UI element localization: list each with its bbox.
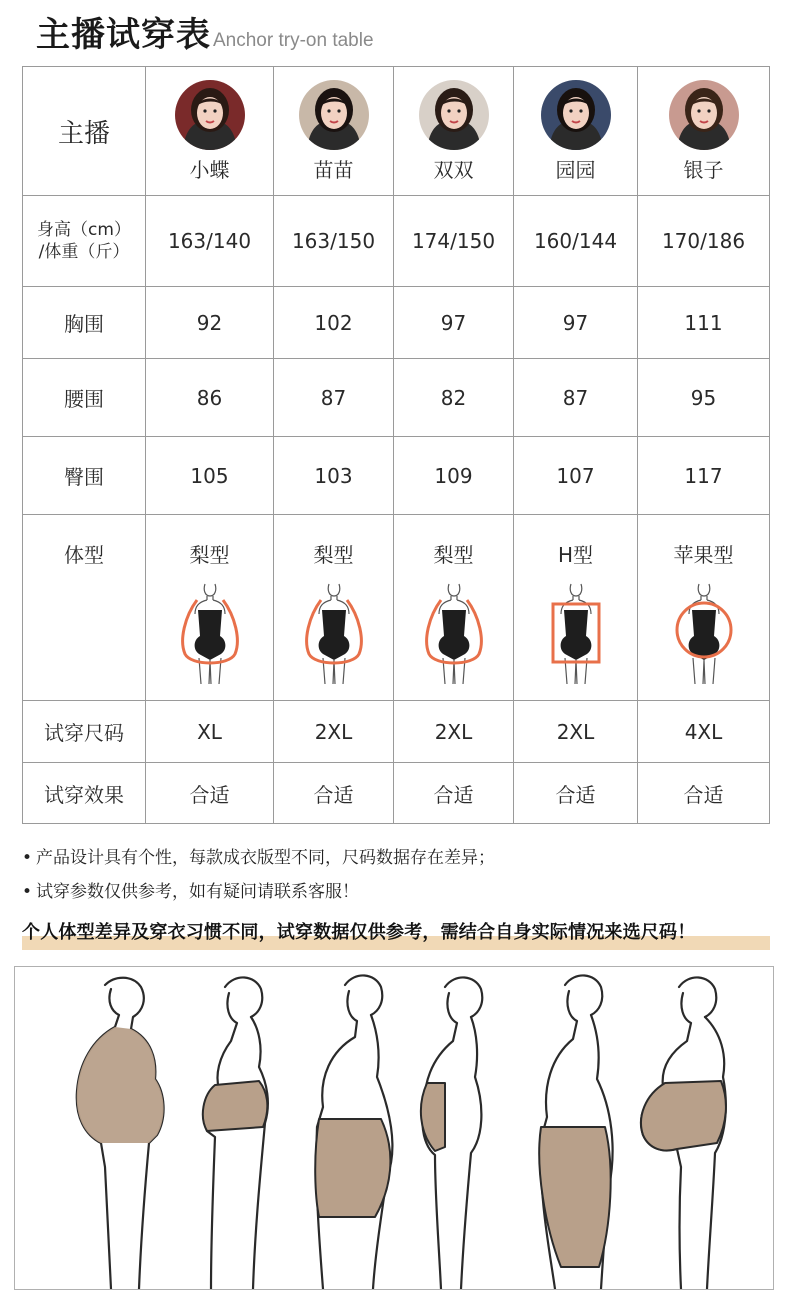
note-item	[22, 875, 495, 909]
hips-value: 103	[274, 437, 394, 515]
bust-value: 92	[146, 287, 274, 359]
bust-value: 97	[394, 287, 514, 359]
hips-value: 107	[514, 437, 638, 515]
avatar	[299, 80, 369, 150]
notes	[22, 841, 495, 909]
row-label-height: 身高（cm）	[37, 220, 131, 240]
body-shape-figure	[394, 580, 513, 695]
size-value: 4XL	[638, 701, 770, 763]
page-title: 主播试穿表	[36, 15, 211, 55]
body-shape-figure	[638, 580, 769, 695]
waist-value: 86	[146, 359, 274, 437]
avatar	[175, 80, 245, 150]
anchor-cell	[638, 67, 770, 196]
fit-value: 合适	[638, 763, 770, 824]
bust-value: 102	[274, 287, 394, 359]
silhouette-lower-belly	[204, 977, 268, 1289]
body-type-label: 梨型	[313, 543, 354, 567]
height-weight-value: 170/186	[638, 196, 770, 287]
size-row	[23, 701, 770, 763]
hips-value: 117	[638, 437, 770, 515]
row-label-size: 试穿尺码	[23, 701, 146, 763]
fit-value: 合适	[514, 763, 638, 824]
size-value: 2XL	[394, 701, 514, 763]
waist-value: 95	[638, 359, 770, 437]
anchor-name: 苗苗	[313, 157, 354, 182]
silhouettes-svg	[15, 967, 773, 1289]
anchor-cell	[514, 67, 638, 196]
anchor-cell	[274, 67, 394, 196]
row-label-weight: /体重（斤）	[38, 242, 130, 262]
height-weight-value: 163/150	[274, 196, 394, 287]
body-type-row	[23, 515, 770, 701]
bust-value: 111	[638, 287, 770, 359]
fit-value: 合适	[146, 763, 274, 824]
avatar	[541, 80, 611, 150]
body-type-cell	[638, 515, 770, 701]
row-label-waist: 腰围	[23, 359, 146, 437]
page-subtitle: Anchor try-on table	[213, 30, 374, 51]
row-label-bust: 胸围	[23, 287, 146, 359]
body-shape-figure	[274, 580, 393, 695]
anchor-name: 园园	[555, 157, 596, 182]
row-label-height-weight	[23, 196, 146, 287]
hips-row	[23, 437, 770, 515]
body-shape-figure	[146, 580, 273, 695]
anchor-name: 银子	[683, 157, 724, 182]
note-text: 试穿参数仅供参考，如有疑问请联系客服！	[36, 882, 359, 902]
body-type-label: 梨型	[189, 543, 230, 567]
size-value: 2XL	[274, 701, 394, 763]
body-type-label: 苹果型	[673, 543, 734, 567]
anchor-row	[23, 67, 770, 196]
fit-value: 合适	[274, 763, 394, 824]
bullet-icon: •	[22, 848, 33, 868]
note-text: 产品设计具有个性，每款成衣版型不同，尺码数据存在差异；	[36, 848, 495, 868]
waist-row	[23, 359, 770, 437]
avatar	[419, 80, 489, 150]
height-weight-value: 163/140	[146, 196, 274, 287]
waist-value: 82	[394, 359, 514, 437]
fit-row	[23, 763, 770, 824]
anchor-name: 小蝶	[189, 157, 230, 182]
anchor-cell	[394, 67, 514, 196]
body-type-cell	[146, 515, 274, 701]
height-weight-value: 174/150	[394, 196, 514, 287]
fit-value: 合适	[394, 763, 514, 824]
warning-banner	[22, 918, 770, 952]
bust-value: 97	[514, 287, 638, 359]
anchor-cell	[146, 67, 274, 196]
hips-value: 105	[146, 437, 274, 515]
bust-row	[23, 287, 770, 359]
row-label-hips: 臀围	[23, 437, 146, 515]
height-weight-value: 160/144	[514, 196, 638, 287]
body-type-label: H型	[557, 543, 594, 567]
warning-text: 个人体型差异及穿衣习惯不同，试穿数据仅供参考，需结合自身实际情况来选尺码！	[22, 922, 696, 943]
page-header	[36, 8, 374, 56]
avatar	[669, 80, 739, 150]
bullet-icon: •	[22, 882, 33, 902]
waist-value: 87	[514, 359, 638, 437]
body-silhouettes-illustration	[14, 966, 774, 1290]
body-type-cell	[514, 515, 638, 701]
size-value: XL	[146, 701, 274, 763]
try-on-table	[22, 66, 770, 824]
body-type-cell	[274, 515, 394, 701]
note-item	[22, 841, 495, 875]
body-shape-figure	[514, 580, 637, 695]
row-label-anchor: 主播	[23, 67, 146, 196]
anchor-name: 双双	[433, 157, 474, 182]
body-type-cell	[394, 515, 514, 701]
row-label-fit: 试穿效果	[23, 763, 146, 824]
waist-value: 87	[274, 359, 394, 437]
row-label-body-type: 体型	[23, 515, 146, 701]
hips-value: 109	[394, 437, 514, 515]
size-value: 2XL	[514, 701, 638, 763]
height-weight-row	[23, 196, 770, 287]
body-type-label: 梨型	[433, 543, 474, 567]
